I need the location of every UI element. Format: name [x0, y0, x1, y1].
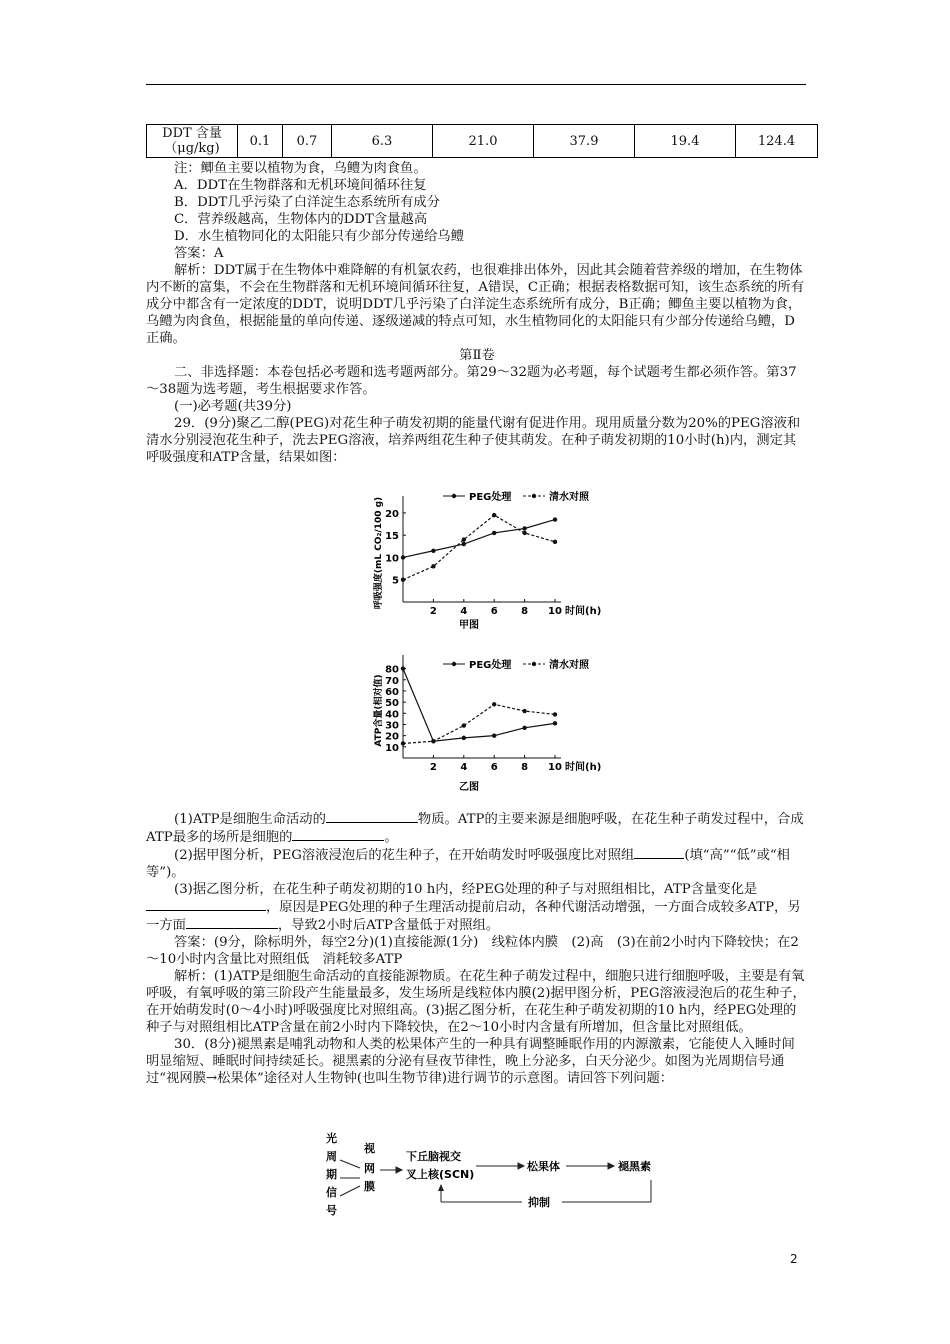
y-tick-label: 5 — [392, 575, 399, 587]
data-point — [401, 578, 405, 582]
retina-label — [363, 1141, 375, 1193]
data-point — [553, 517, 557, 521]
svg-text:周: 周 — [326, 1150, 337, 1163]
header-rule — [146, 84, 806, 85]
y-tick-label: 20 — [385, 731, 399, 743]
y-tick-label: 60 — [385, 686, 399, 698]
scn-label-2: 叉上核(SCN) — [406, 1168, 475, 1181]
data-point — [553, 540, 557, 544]
table-row-label: DDT 含量 （μg/kg) — [147, 125, 238, 158]
y-tick-label: 10 — [385, 742, 399, 754]
data-point — [522, 531, 526, 535]
data-point — [462, 723, 466, 727]
svg-text:膜: 膜 — [364, 1180, 375, 1193]
svg-text:视: 视 — [364, 1142, 375, 1155]
data-point — [401, 741, 405, 745]
data-point — [553, 721, 557, 725]
q29-questions — [146, 810, 808, 1087]
legend-label: 清水对照 — [549, 660, 589, 671]
legend-label: PEG处理 — [469, 660, 512, 671]
q29-answer: 答案：(9分，除标明外，每空2分)(1)直接能源(1分) 线粒体内膜 (2)高 (3)在前2小时内下降较快；在2～10小时内含量比对照组低 消耗较多ATP — [146, 935, 799, 967]
x-tick-label: 8 — [521, 606, 529, 617]
data-point — [492, 702, 496, 706]
y-tick-label: 15 — [385, 531, 399, 543]
data-point — [522, 526, 526, 530]
y-tick-label: 40 — [385, 709, 399, 721]
series-line — [403, 515, 555, 580]
option-d: D．水生植物同化的太阳能只有少部分传递给乌鳢 — [174, 229, 464, 244]
signal-arrows — [340, 1160, 360, 1196]
legend-marker — [532, 662, 536, 666]
answer-blank[interactable] — [146, 898, 266, 911]
x-tick-label: 2 — [429, 762, 437, 773]
data-point — [522, 709, 526, 713]
x-tick-label: 4 — [460, 606, 468, 617]
table-note: 注：鲫鱼主要以植物为食，乌鳢为肉食鱼。 — [174, 161, 427, 176]
table-cell: 21.0 — [433, 125, 534, 158]
svg-text:网: 网 — [364, 1162, 375, 1175]
legend-label: PEG处理 — [469, 492, 512, 503]
table-cell: 37.9 — [534, 125, 635, 158]
legend-marker — [532, 494, 536, 498]
legend-label: 清水对照 — [549, 492, 589, 503]
data-point — [462, 537, 466, 541]
table-cell: 6.3 — [332, 125, 433, 158]
data-point — [492, 531, 496, 535]
svg-text:光: 光 — [326, 1132, 337, 1145]
table-cell: 0.7 — [283, 125, 332, 158]
y-tick-label: 50 — [385, 698, 399, 710]
answer-blank[interactable] — [292, 828, 384, 841]
table-cell: 19.4 — [635, 125, 736, 158]
data-point — [431, 549, 435, 553]
prev-question-block — [146, 160, 808, 466]
series-line — [403, 669, 555, 742]
y-tick-label: 10 — [385, 553, 399, 565]
inhibit-label: 抑制 — [528, 1196, 550, 1209]
data-point — [401, 666, 405, 670]
data-point — [431, 564, 435, 568]
option-a: A．DDT在生物群落和无机环境间循环往复 — [174, 178, 427, 193]
chart-atp — [370, 650, 620, 802]
data-point — [492, 513, 496, 517]
svg-text:号: 号 — [326, 1204, 337, 1217]
data-point — [431, 739, 435, 743]
option-b: B．DDT几乎污染了白洋淀生态系统所有成分 — [174, 195, 441, 210]
y-tick-label: 70 — [385, 675, 399, 687]
x-tick-label: 10 — [548, 762, 562, 773]
x-tick-label: 6 — [490, 606, 498, 617]
q29-stem: 29．(9分)聚乙二醇(PEG)对花生种子萌发初期的能量代谢有促进作用。现用质量分数为20%的PEG溶液和清水分别浸泡花生种子，洗去PEG溶液，培养两组花生种子使其萌发。在种子萌发初期的10小时(h)内，测定其呼吸强度和ATP含量，结果如图： — [146, 416, 801, 465]
page-number: 2 — [790, 1252, 798, 1266]
q29-part1: (1)ATP是细胞生命活动的 物质。ATP的主要来源是细胞呼吸，在花生种子萌发过程中，合成ATP最多的场所是细胞的 。 — [146, 812, 804, 845]
x-tick-label: 8 — [521, 762, 529, 773]
x-tick-label: 6 — [490, 762, 498, 773]
x-tick-label: 2 — [429, 606, 437, 617]
data-point — [462, 736, 466, 740]
x-tick-label: 4 — [460, 762, 468, 773]
legend-marker — [452, 494, 456, 498]
svg-text:信: 信 — [326, 1186, 337, 1199]
x-axis-label: 时间(h) — [565, 762, 602, 773]
table-cell: 124.4 — [736, 125, 818, 158]
ddt-table — [146, 124, 818, 158]
inhibit-arrowhead — [438, 1184, 444, 1191]
legend-marker — [452, 662, 456, 666]
y-tick-label: 80 — [385, 664, 399, 676]
pineal-label: 松果体 — [527, 1160, 560, 1173]
answer: 答案：A — [174, 246, 224, 261]
q29-analysis: 解析：(1)ATP是细胞生命活动的直接能源物质。在花生种子萌发过程中，细胞只进行细胞呼吸，主要是有氧呼吸，有氧呼吸的第三阶段产生能量最多，发生场所是线粒体内膜(2)据甲图分析，PEG溶液浸泡后的花生种子，在开始萌发时(0～4小时)呼吸强度比对照组高。(3)据乙图分析，在花生种子萌发初期的10 h内，经PEG处理的种子与对照组相比ATP含量在前2小时内下降较快，在2～10小时内含量有所增加，但含量比对照组低。 — [146, 969, 806, 1035]
scn-label: 下丘脑视交 — [406, 1150, 461, 1163]
table-cell: 0.1 — [238, 125, 283, 158]
data-point — [492, 733, 496, 737]
svg-text:期: 期 — [326, 1168, 337, 1181]
section-sub: (一)必考题(共39分) — [174, 399, 292, 414]
answer-blank[interactable] — [326, 810, 418, 823]
x-axis-label: 时间(h) — [565, 606, 602, 617]
table-row — [147, 125, 818, 158]
photoperiod-diagram — [316, 1130, 726, 1228]
chart-caption: 甲图 — [459, 620, 479, 631]
q30-stem: 30．(8分)褪黑素是哺乳动物和人类的松果体产生的一种具有调整睡眠作用的内源激素，它能使人入睡时间明显缩短、睡眠时间持续延长。褪黑素的分泌有昼夜节律性，晚上分泌多，白天分泌少。如图为光周期信号通过“视网膜→松果体”途径对人生物钟(也叫生物节律)进行调节的示意图。请回答下列问题： — [146, 1037, 795, 1086]
answer-blank[interactable] — [634, 846, 684, 859]
data-point — [462, 542, 466, 546]
section-title: 第Ⅱ卷 — [459, 348, 495, 363]
series-line — [403, 520, 555, 558]
melatonin-label: 褪黑素 — [618, 1160, 651, 1173]
q29-part3: (3)据乙图分析，在花生种子萌发初期的10 h内，经PEG处理的种子与对照组相比，ATP含量变化是，原因是PEG处理的种子生理活动提前启动，各种代谢活动增强，一方面合成较多ATP，另一方面 ，导致2小时后ATP含量低于对照组。 — [146, 882, 801, 933]
chart-caption: 乙图 — [459, 782, 479, 793]
y-axis-label: 呼吸强度(mL CO₂/100 g) — [374, 496, 384, 610]
y-axis-label: ATP含量(相对值) — [374, 674, 384, 747]
y-tick-label: 20 — [385, 508, 399, 520]
x-tick-label: 10 — [548, 606, 562, 617]
section-intro: 二、非选择题：本卷包括必考题和选考题两部分。第29～32题为必考题，每个试题考生都必须作答。第37～38题为选考题，考生根据要求作答。 — [146, 365, 797, 397]
y-tick-label: 30 — [385, 720, 399, 732]
option-c: C．营养级越高，生物体内的DDT含量越高 — [174, 212, 428, 227]
signal-label — [326, 1131, 337, 1217]
data-point — [401, 555, 405, 559]
chart-respiration — [370, 482, 620, 642]
data-point — [553, 712, 557, 716]
data-point — [522, 726, 526, 730]
q29-part2: (2)据甲图分析，PEG溶液浸泡后的花生种子，在开始萌发时呼吸强度比对照组 (填“高”“低”或“相等”)。 — [146, 848, 790, 880]
answer-blank[interactable] — [186, 916, 278, 929]
analysis: 解析：DDT属于在生物体中难降解的有机氯农药，也很难排出体外，因此其会随着营养级的增加，在生物体内不断的富集，不会在生物群落和无机环境间循环往复，A错误，C正确；根据表格数据可知，该生态系统的所有成分中都含有一定浓度的DDT，说明DDT几乎污染了白洋淀生态系统所有成分，B正确；鲫鱼主要以植物为食，乌鳢为肉食鱼，根据能量的单向传递、逐级递减的特点可知，水生植物同化的太阳能只有少部分传递给乌鳢，D正确。 — [146, 263, 805, 346]
